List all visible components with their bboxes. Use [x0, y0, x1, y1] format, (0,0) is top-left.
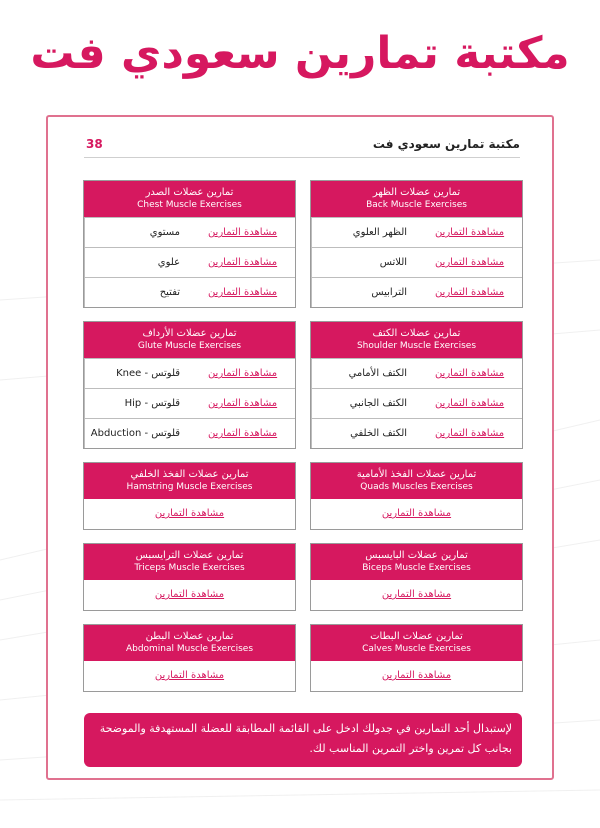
card-chest: [83, 180, 296, 308]
card-title-ar: تمارين عضلات البطن: [145, 631, 234, 642]
table-row: [311, 358, 522, 388]
view-exercises-link[interactable]: مشاهدة التمارين: [207, 368, 278, 379]
card-header: [311, 544, 522, 580]
table-row: [311, 418, 522, 448]
page-number: 38: [86, 137, 103, 151]
card-title-ar: تمارين عضلات الصدر: [145, 187, 234, 198]
card-title-en: Biceps Muscle Exercises: [362, 563, 471, 573]
view-exercises-link[interactable]: مشاهدة التمارين: [207, 428, 278, 439]
card-shoulder: [310, 321, 523, 449]
exercise-name: قلوتس - Abduction: [84, 419, 190, 448]
table-row: [84, 388, 295, 418]
table-row: [84, 217, 295, 247]
page-title: مكتبة تمارين سعودي فت: [30, 28, 570, 79]
card-title-en: Abdominal Muscle Exercises: [125, 644, 254, 654]
view-exercises-link[interactable]: مشاهدة التمارين: [434, 368, 505, 379]
view-exercises-link[interactable]: مشاهدة التمارين: [434, 428, 505, 439]
table-row: [84, 358, 295, 388]
card-title-en: Chest Muscle Exercises: [137, 200, 242, 210]
card-triceps: [83, 543, 296, 611]
card-title-en: Hamstring Muscle Exercises: [126, 482, 253, 492]
card-title-ar: تمارين عضلات الفخذ الخلفي: [130, 469, 249, 480]
view-exercises-link[interactable]: مشاهدة التمارين: [207, 227, 278, 238]
view-exercises-link[interactable]: مشاهدة التمارين: [434, 257, 505, 268]
view-exercises-link[interactable]: مشاهدة التمارين: [434, 398, 505, 409]
view-exercises-link[interactable]: مشاهدة التمارين: [207, 287, 278, 298]
card-header: [84, 322, 295, 358]
card-biceps: [310, 543, 523, 611]
table-row: [311, 277, 522, 307]
exercise-name: الكتف الجانبي: [311, 389, 417, 418]
card-title-ar: تمارين عضلات البايسبس: [365, 550, 468, 561]
exercise-name: تفتيح: [84, 278, 190, 307]
table-row: [311, 388, 522, 418]
view-exercises-link[interactable]: مشاهدة التمارين: [207, 398, 278, 409]
card-header: [84, 625, 295, 661]
table-row: [311, 247, 522, 277]
card-title-ar: تمارين عضلات الترايسبس: [135, 550, 244, 561]
card-quads: [310, 462, 523, 530]
card-title-ar: تمارين عضلات الفخذ الأمامية: [356, 469, 477, 480]
card-glute: [83, 321, 296, 449]
card-header: [311, 322, 522, 358]
page-header: [84, 135, 520, 158]
card-abdominal: [83, 624, 296, 692]
view-exercises-link[interactable]: مشاهدة التمارين: [154, 508, 225, 519]
view-exercises-link[interactable]: مشاهدة التمارين: [434, 227, 505, 238]
card-title-en: Triceps Muscle Exercises: [134, 563, 245, 573]
card-title-en: Back Muscle Exercises: [366, 200, 467, 210]
table-row: [84, 247, 295, 277]
view-exercises-link[interactable]: مشاهدة التمارين: [154, 589, 225, 600]
exercise-name: الكتف الخلفي: [311, 419, 417, 448]
card-calves: [310, 624, 523, 692]
exercise-name: مستوي: [84, 218, 190, 247]
card-title-en: Shoulder Muscle Exercises: [356, 341, 477, 351]
card-hamstring: [83, 462, 296, 530]
card-header: [311, 463, 522, 499]
table-row: [84, 277, 295, 307]
view-exercises-link[interactable]: مشاهدة التمارين: [381, 589, 452, 600]
exercise-name: الكتف الأمامي: [311, 359, 417, 388]
card-title-en: Quads Muscles Exercises: [360, 482, 473, 492]
card-header: [311, 181, 522, 217]
card-title-ar: تمارين عضلات الأرداف: [142, 328, 237, 339]
exercise-name: الترابيس: [311, 278, 417, 307]
card-header: [84, 463, 295, 499]
header-title: مكتبة تمارين سعودي فت: [372, 137, 520, 151]
card-back: [310, 180, 523, 308]
view-exercises-link[interactable]: مشاهدة التمارين: [154, 670, 225, 681]
view-exercises-link[interactable]: مشاهدة التمارين: [434, 287, 505, 298]
table-row: [311, 217, 522, 247]
page-frame: [46, 115, 554, 780]
view-exercises-link[interactable]: مشاهدة التمارين: [381, 508, 452, 519]
card-title-ar: تمارين عضلات البطات: [370, 631, 463, 642]
exercise-name: الظهر العلوي: [311, 218, 417, 247]
view-exercises-link[interactable]: مشاهدة التمارين: [207, 257, 278, 268]
exercise-name: علوي: [84, 248, 190, 277]
card-title-en: Calves Muscle Exercises: [362, 644, 471, 654]
exercise-name: قلوتس - Hip: [84, 389, 190, 418]
card-title-ar: تمارين عضلات الظهر: [372, 187, 461, 198]
card-header: [311, 625, 522, 661]
card-title-ar: تمارين عضلات الكتف: [372, 328, 461, 339]
card-title-en: Glute Muscle Exercises: [137, 341, 242, 351]
exercise-name: اللاتس: [311, 248, 417, 277]
exercise-name: قلوتس - Knee: [84, 359, 190, 388]
card-header: [84, 544, 295, 580]
view-exercises-link[interactable]: مشاهدة التمارين: [381, 670, 452, 681]
table-row: [84, 418, 295, 448]
instruction-note: لإستبدال أحد التمارين في جدولك ادخل على القائمة المطابقة للعضلة المستهدفة والموضحة بجانب كل تمرين واختر التمرين المناسب لك.: [84, 713, 522, 767]
card-header: [84, 181, 295, 217]
